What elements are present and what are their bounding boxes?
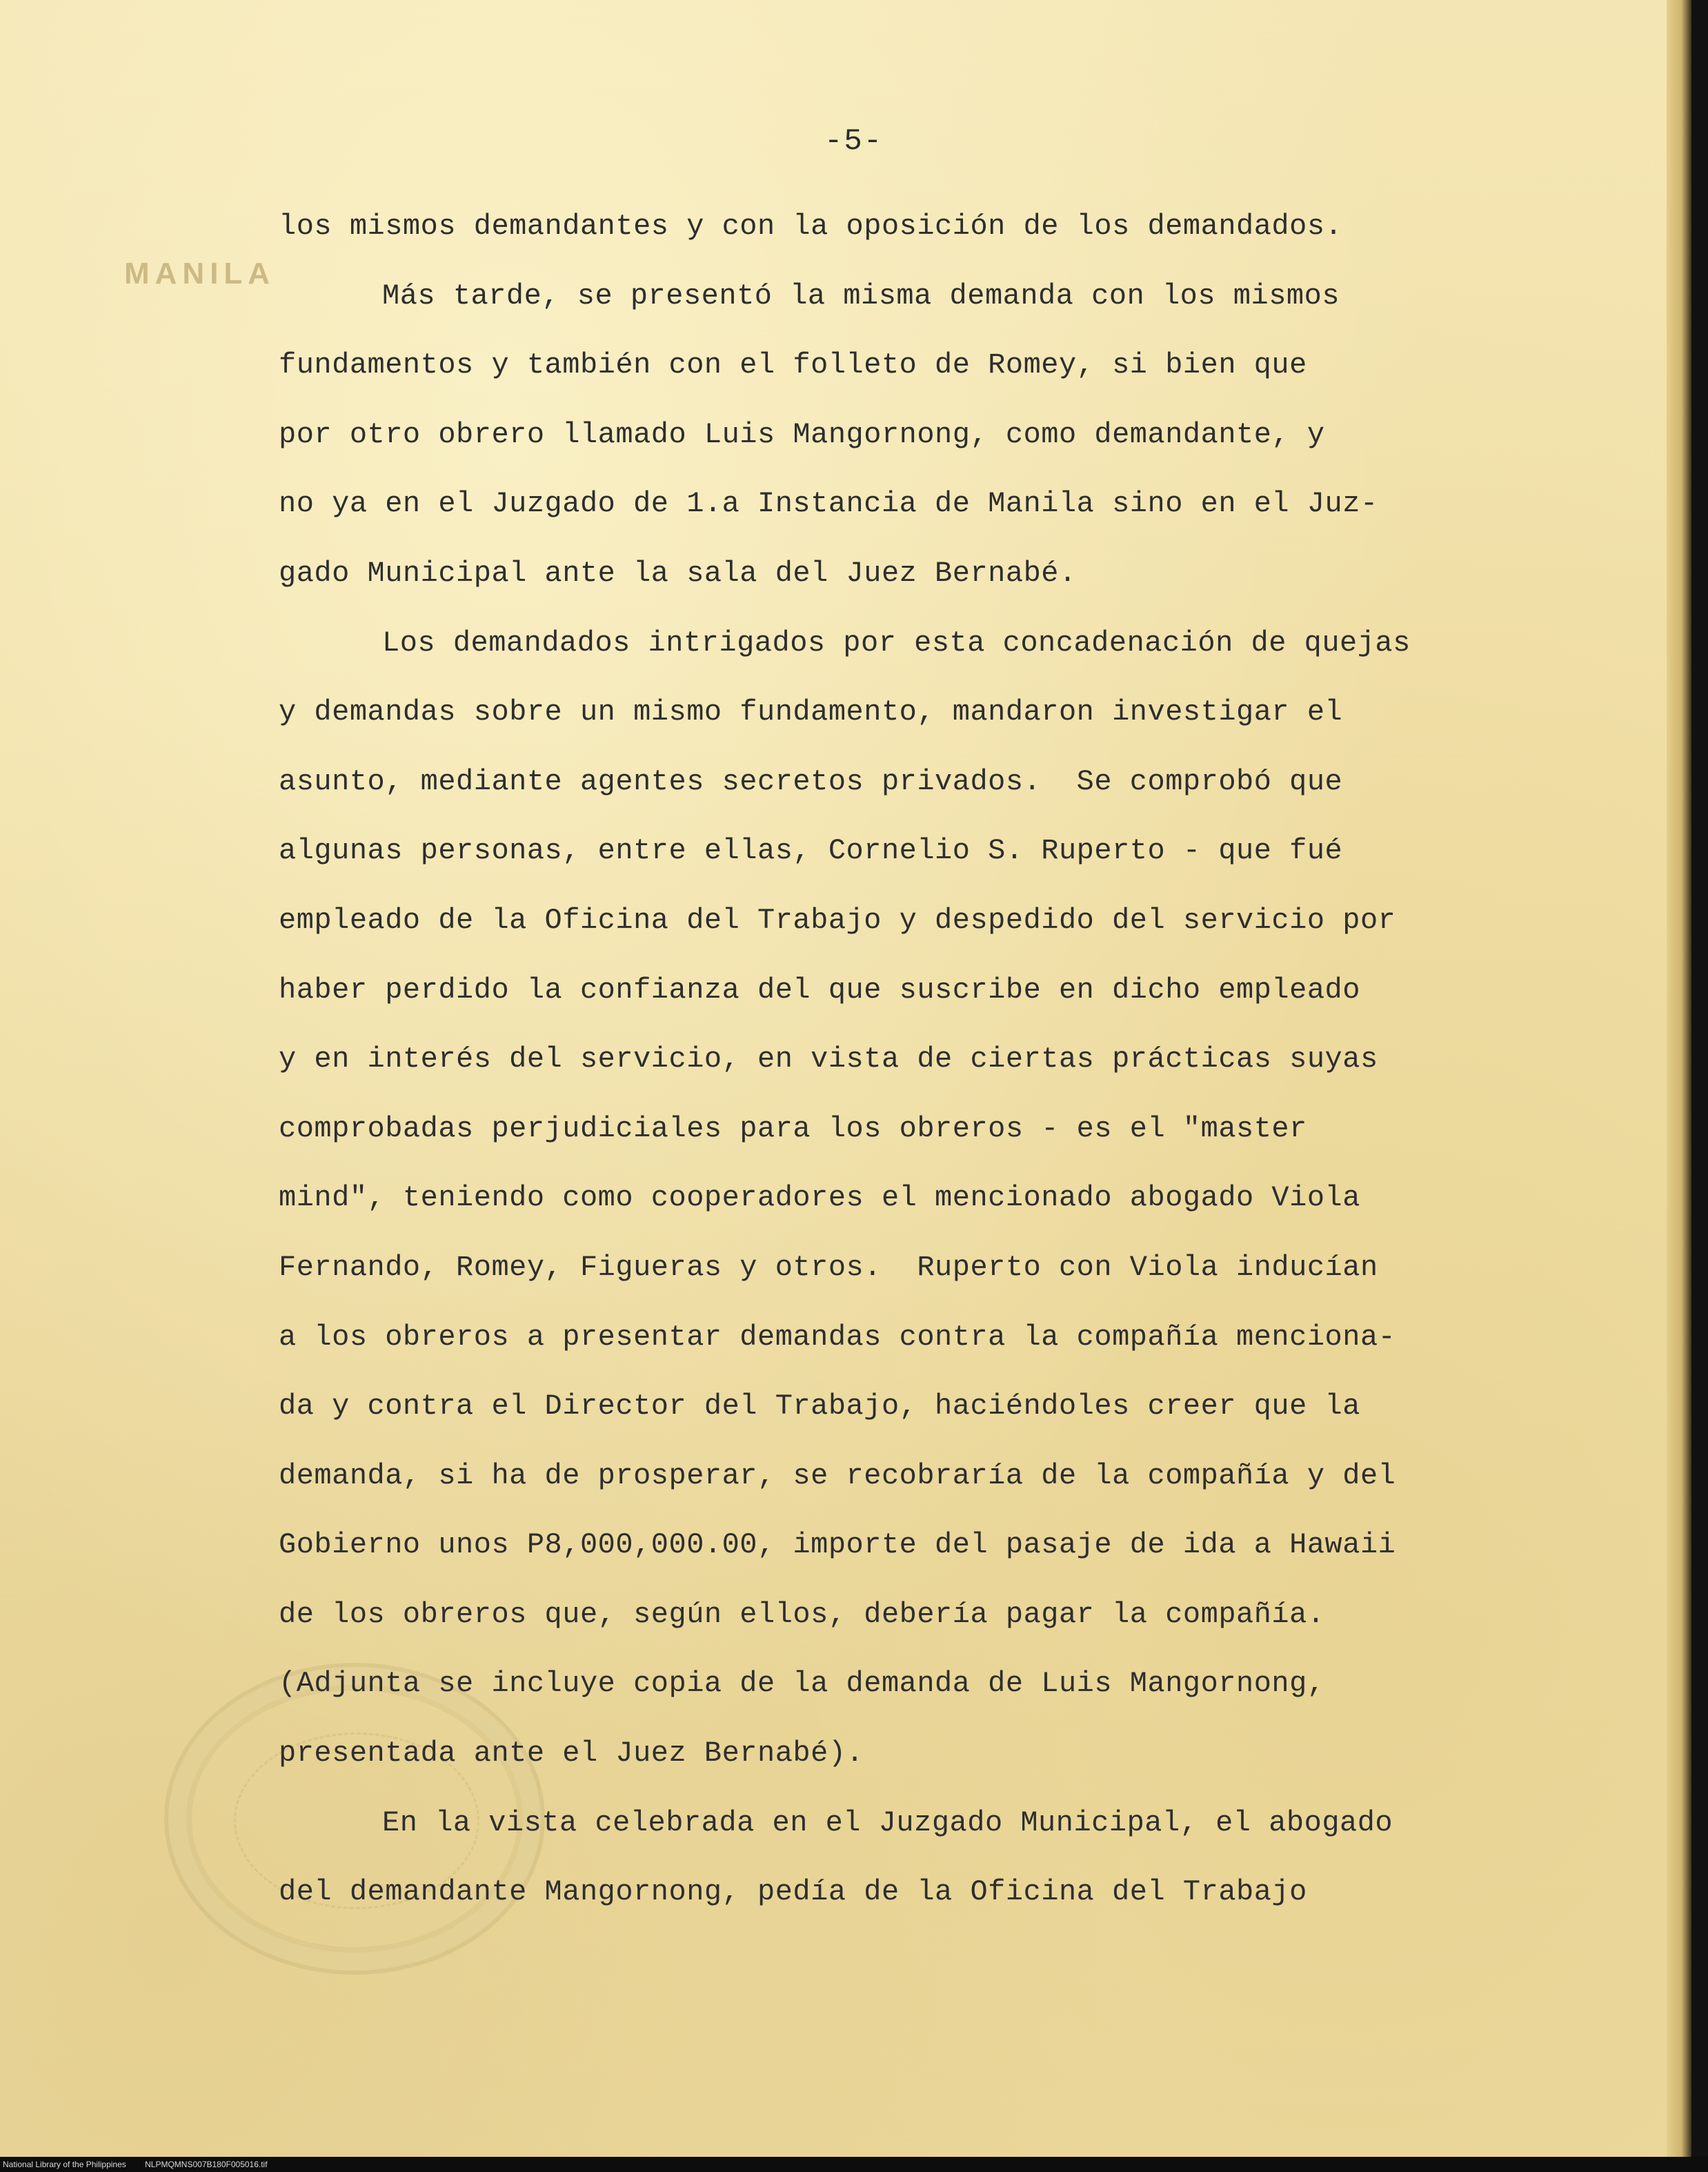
text-line: Gobierno unos P8,000,000.00, importe del pasaje de ida a Hawaii [279,1528,1396,1562]
page-edge-shadow [1667,0,1691,2157]
text-line: Más tarde, se presentó la misma demanda con los mismos [382,279,1340,313]
text-line: del demandante Mangornong, pedía de la Oficina del Trabajo [279,1875,1307,1909]
text-line: gado Municipal ante la sala del Juez Bernabé. [279,556,1077,590]
text-line: y demandas sobre un mismo fundamento, mandaron investigar el [279,695,1343,729]
typed-body-text [279,192,1645,1927]
text-line: da y contra el Director del Trabajo, haciéndoles creer que la [279,1390,1360,1423]
text-line: fundamentos y también con el folleto de Romey, si bien que [279,348,1307,382]
text-line: Fernando, Romey, Figueras y otros. Ruperto con Viola inducían [279,1250,1378,1284]
text-line: algunas personas, entre ellas, Cornelio S. Ruperto - que fué [279,834,1343,868]
archive-footer [0,2157,1708,2172]
text-line: presentada ante el Juez Bernabé). [279,1737,864,1770]
text-line: los mismos demandantes y con la oposición de los demandados. [279,210,1343,243]
text-line: no ya en el Juzgado de 1.a Instancia de Manila sino en el Juz- [279,487,1378,521]
library-name: National Library of the Philippines [3,2160,126,2169]
text-line: Los demandados intrigados por esta concadenación de quejas [382,626,1411,660]
text-line: comprobadas perjudiciales para los obreros - es el "master [279,1112,1307,1145]
file-name: NLPMQMNS007B180F005016.tif [145,2160,268,2169]
text-line: En la vista celebrada en el Juzgado Municipal, el abogado [382,1806,1393,1839]
text-line: de los obreros que, según ellos, debería pagar la compañía. [279,1597,1325,1631]
text-line: demanda, si ha de prosperar, se recobraría de la compañía y del [279,1459,1396,1492]
text-line: y en interés del servicio, en vista de ciertas prácticas suyas [279,1043,1378,1076]
text-line: por otro obrero llamado Luis Mangornong, como demandante, y [279,417,1325,451]
text-line: empleado de la Oficina del Trabajo y despedido del servicio por [279,903,1396,937]
seal-text: MANILA [124,257,276,290]
text-line: a los obreros a presentar demandas contra la compañía menciona- [279,1320,1396,1354]
text-line: (Adjunta se incluye copia de la demanda de Luis Mangornong, [279,1667,1325,1701]
text-line: asunto, mediante agentes secretos privados. Se comprobó que [279,764,1343,798]
text-line: mind", teniendo como cooperadores el mencionado abogado Viola [279,1181,1360,1215]
text-line: haber perdido la confianza del que suscribe en dicho empleado [279,973,1360,1007]
page-number: -5- [824,124,884,159]
